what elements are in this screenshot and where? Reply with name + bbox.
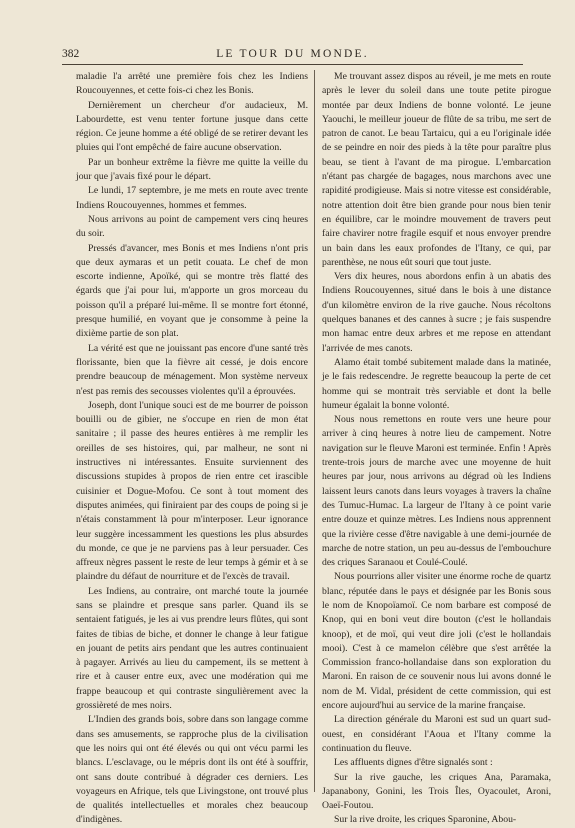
paragraph: La direction générale du Maroni est sud un quart sud-ouest, en considérant l'Aoua et l'Itany comme la continuation du fleuve. (322, 714, 551, 754)
paragraph: Dernièrement un chercheur d'or audacieux, M. Labourdette, est venu tenter fortune jusque dans cette région. Ce jeune homme a été obligé de se retirer devant les pluies qui l'ont empêché de faire aucune observation. (76, 99, 308, 154)
right-column (322, 70, 551, 826)
paragraph: La vérité est que ne jouissant pas encore d'une santé très florissante, bien que la fièvre ait cessé, je dois encore prendre beaucoup de ménagement. Mon système nerveux n'est pas remis des secousses violentes qu'il a éprouvées. (76, 342, 308, 397)
paragraph: Pressés d'avancer, mes Bonis et mes Indiens n'ont pris que deux aymaras et un petit couata. Le chef de mon escorte indienne, Apoïké, qui se montre très flatté des égards que j'ai pour lui, m'apporte un gros morceau du poisson qu'il a préparé lui-même. Il se montre fort étonné, presque humilié, en voyant que je consomme à peine la dixième partie de son plat. (76, 242, 308, 340)
paragraph: maladie l'a arrêté une première fois chez les Indiens Roucouyennes, et cette fois-ci chez les Bonis. (76, 71, 308, 97)
paragraph: Le lundi, 17 septembre, je me mets en route avec trente Indiens Roucouyennes, hommes et femmes. (76, 185, 308, 211)
page-header (62, 48, 523, 65)
paragraph: Par un bonheur extrême la fièvre me quitte la veille du jour que j'avais fixé pour le départ. (76, 156, 308, 183)
paragraph: Nous arrivons au point de campement vers cinq heures du soir. (76, 213, 308, 240)
paragraph: Les affluents dignes d'être signalés sont : (334, 757, 493, 769)
paragraph: Alamo était tombé subitement malade dans la matinée, je le fais redescendre. Je regrette beaucoup la perte de cet homme qui se montrait très serviable et dont la belle humeur égalait la bonne volonté. (322, 356, 551, 411)
paragraph: Nous nous remettons en route vers une heure pour arriver à cinq heures à notre lieu de campement. Notre navigation sur le fleuve Maroni est terminée. Enfin ! Après trente-trois jours de marche avec une moyenne de huit heures par jour, nous arrivons au dégrad où les Indiens laissent leurs canots dans leurs voyages à travers la chaîne des Tumuc-Humac. La largeur de l'Itany à ce point varie entre douze et quinze mètres. Les Indiens nous apprennent que la rivière cesse d'être navigable à une demi-journée de marche de notre station, un peu au-dessus de l'embouchure des criques Saranaou et Coulé-Coulé. (322, 414, 551, 569)
paragraph: L'Indien des grands bois, sobre dans son langage comme dans ses amusements, se rapproche plus de la civilisation que les noirs qui ont été élevés ou qui ont vécu parmi les blancs. L'esclavage, ou le mépris dont ils ont été à souffrir, ont sans doute contribué à dégrader ces derniers. Les voyageurs en Afrique, tels que Livingstone, ont trouvé plus de qualités intellectuelles et morales chez beaucoup d'indigènes. (76, 714, 308, 826)
left-column (76, 70, 308, 826)
paragraph: Sur la rive gauche, les criques Ana, Paramaka, Japanabony, Gonini, les Trois Îles, Oyacoulet, Aroni, Oaeï-Foutou. (322, 771, 551, 812)
running-title: LE TOUR DU MONDE. (216, 48, 369, 60)
paragraph: Vers dix heures, nous abordons enfin à un abatis des Indiens Roucouyennes, situé dans le bois à une distance d'un kilomètre environ de la rive gauche. Nous récoltons quelques bananes et des cannes à sucre ; je fais suspendre mon hamac entre deux arbres et me repose en attendant l'arrivée de mes canots. (322, 271, 551, 354)
paragraph: Me trouvant assez dispos au réveil, je me mets en route après le lever du soleil dans une toute petite pirogue montée par deux Indiens de bonne volonté. Le jeune Yaouchi, le meilleur joueur de flûte de sa tribu, me sert de patron de canot. Le beau Tartaicu, qui a eu l'originale idée de se peindre en noir des pieds à la tête pour paraître plus beau, se tient à l'avant de ma pirogue. L'embarcation n'étant pas chargée de bagages, nous marchons avec une rapidité prodigieuse. Mais si notre vitesse est considérable, notre attention doit être bien grande pour nous bien tenir en équilibre, car le moindre mouvement de travers peut faire chavirer notre fragile esquif et nous envoyer prendre un bain dans les eaux profondes de l'Itany, ce qui, par parenthèse, ne nous eût souri que tout juste. (322, 71, 551, 268)
page-number: 382 (62, 48, 80, 60)
paragraph: Nous pourrions aller visiter une énorme roche de quartz blanc, réputée dans le pays et désignée par les Bonis sous le nom de Knopoïamoï. Ce nom barbare est composé de Knop, qui en boni veut dire bouton (c'est le hollandais knoop), et de moï, qui veut dire joli (c'est le hollandais mooi). C'est à ce mamelon célèbre que s'est arrêtée la Commission franco-hollandaise dans son exploration du Maroni. En raison de ce souvenir nous lui avons donné le nom de M. Vidal, président de cette commission, qui est encore aujourd'hui au service de la marine française. (322, 571, 551, 712)
column-divider (314, 70, 315, 792)
paragraph: Sur la rive droite, les criques Sparonine, Abou- (334, 814, 517, 826)
paragraph: Joseph, dont l'unique souci est de me bourrer de poisson bouilli ou de gibier, ne s'occupe en rien de mon état sanitaire ; il passe des heures entières à me remplir les oreilles de ses histoires, qui, par malheur, ne sont ni instructives ni intéressantes. Ensuite surviennent des discussions stupides à propos de rien entre cet irascible cuisinier et Dogue-Mofou. Ce sont à tout moment des disputes animées, qui finiraient par des coups de poing si je n'étais constamment là pour m'interposer. Leur ignorance leur suggère incessamment les questions les plus absurdes du monde, ce que je ne parviens pas à leur persuader. Ces affreux nègres passent le reste de leur temps à gémir et à se plaindre du défaut de nourriture et de l'excès de travail. (76, 399, 308, 583)
paragraph: Les Indiens, au contraire, ont marché toute la journée sans se plaindre et presque sans parler. Quand ils se sentaient fatigués, je les ai vus prendre leurs flûtes, qui sont faites de tibias de biche, et donner le change à leur fatigue en jouant de petits airs pendant que les autres continuaient à pagayer. Arrivés au lieu du campement, ils se mettent à rire et à causer entre eux, avec une modération qui me frappe beaucoup et qui contraste singulièrement avec la grossièreté de mes noirs. (76, 585, 308, 712)
